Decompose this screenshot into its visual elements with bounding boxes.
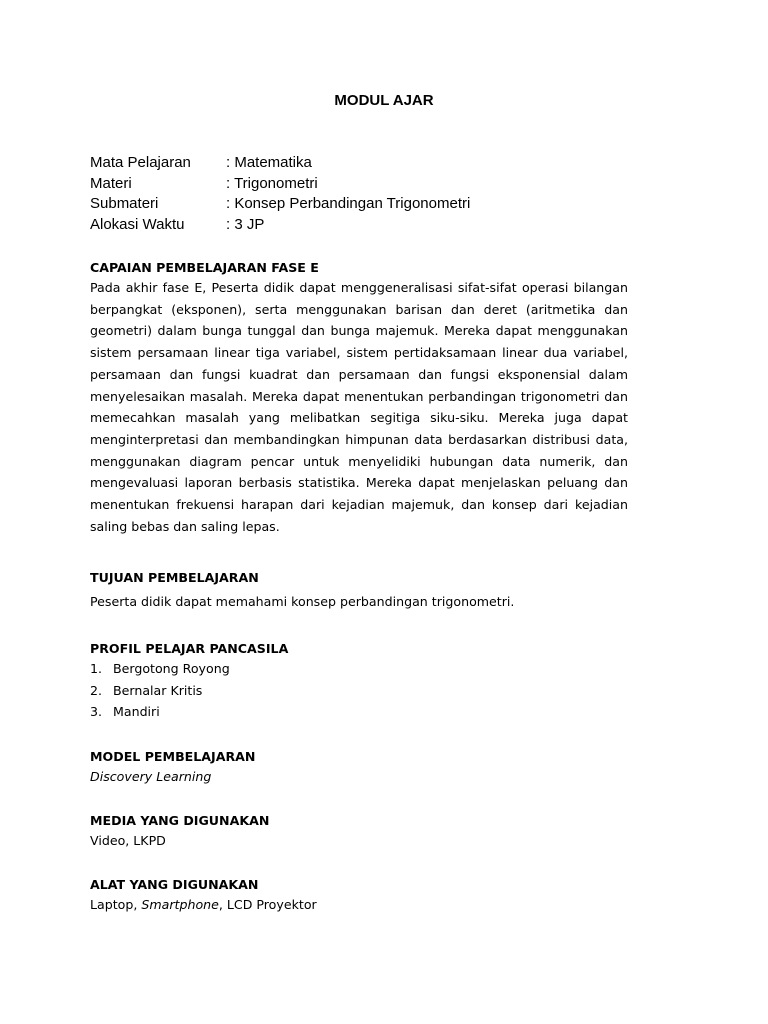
list-number: 3. (90, 704, 103, 719)
model-text: Discovery Learning (90, 769, 212, 784)
media-section (90, 812, 628, 851)
info-label: Materi (90, 174, 132, 192)
info-value: : Trigonometri (226, 174, 318, 192)
list-number: 2. (90, 682, 103, 698)
info-value: : 3 JP (226, 216, 265, 234)
list-number: 1. (90, 661, 103, 676)
alat-text-italic: Smartphone (141, 897, 219, 912)
alat-text-before: Laptop, (90, 897, 142, 912)
info-label: Mata Pelajaran (90, 154, 191, 171)
tujuan-section (90, 569, 628, 613)
list-item (90, 701, 628, 723)
info-row-submaterial (90, 194, 470, 215)
info-label: Alokasi Waktu (90, 216, 185, 234)
alat-section (90, 876, 628, 915)
info-label: Submateri (90, 195, 159, 213)
list-text: Bernalar Kritis (113, 682, 203, 698)
model-section (90, 748, 628, 787)
alat-text-after: , LCD Proyektor (218, 897, 317, 912)
profil-section (90, 640, 628, 723)
list-text: Mandiri (113, 704, 160, 719)
profil-list (90, 658, 628, 723)
info-row-material (90, 174, 470, 195)
alat-heading: ALAT YANG DIGUNAKAN (90, 877, 259, 892)
model-heading: MODEL PEMBELAJARAN (90, 749, 256, 764)
tujuan-heading: TUJUAN PEMBELAJARAN (90, 570, 259, 585)
capaian-heading: CAPAIAN PEMBELAJARAN FASE E (90, 260, 319, 275)
document-title: MODUL AJAR (334, 92, 434, 109)
alat-text (90, 894, 628, 915)
info-value: : Konsep Perbandingan Trigonometri (226, 195, 471, 213)
media-heading: MEDIA YANG DIGUNAKAN (90, 813, 270, 828)
list-item (90, 658, 628, 680)
tujuan-text: Peserta didik dapat memahami konsep perbandingan trigonometri. (90, 594, 515, 609)
profil-heading: PROFIL PELAJAR PANCASILA (90, 641, 289, 656)
list-item (90, 680, 628, 702)
module-info (90, 153, 470, 236)
capaian-section (90, 259, 628, 537)
list-text: Bergotong Royong (113, 661, 230, 676)
info-value: : Matematika (226, 154, 312, 171)
info-row-time (90, 215, 470, 236)
capaian-text: Pada akhir fase E, Peserta didik dapat menggeneralisasi sifat-sifat operasi bilangan berpangkat (eksponen), serta menggunakan barisan dan deret (aritmetika dan geometri) dalam bunga tunggal dan bunga majemuk. Mereka dapat menggunakan sistem persamaan linear tiga variabel, sistem pertidaksamaan linear dua variabel, persamaan dan fungsi kuadrat dan persamaan dan fungsi eksponensial dalam menyelesaikan masalah. Mereka dapat menentukan perbandingan trigonometri dan memecahkan masalah yang melibatkan segitiga siku-siku. Mereka juga dapat menginterpretasi dan membandingkan himpunan data berdasarkan distribusi data, menggunakan diagram pencar untuk menyelidiki hubungan data numerik, dan mengevaluasi laporan berbasis statistika. Mereka dapat menjelaskan peluang dan menentukan frekuensi harapan dari kejadian majemuk, dan konsep dari kejadian saling bebas dan saling lepas. (90, 280, 628, 534)
info-row-subject (90, 153, 470, 174)
media-text: Video, LKPD (90, 833, 166, 848)
